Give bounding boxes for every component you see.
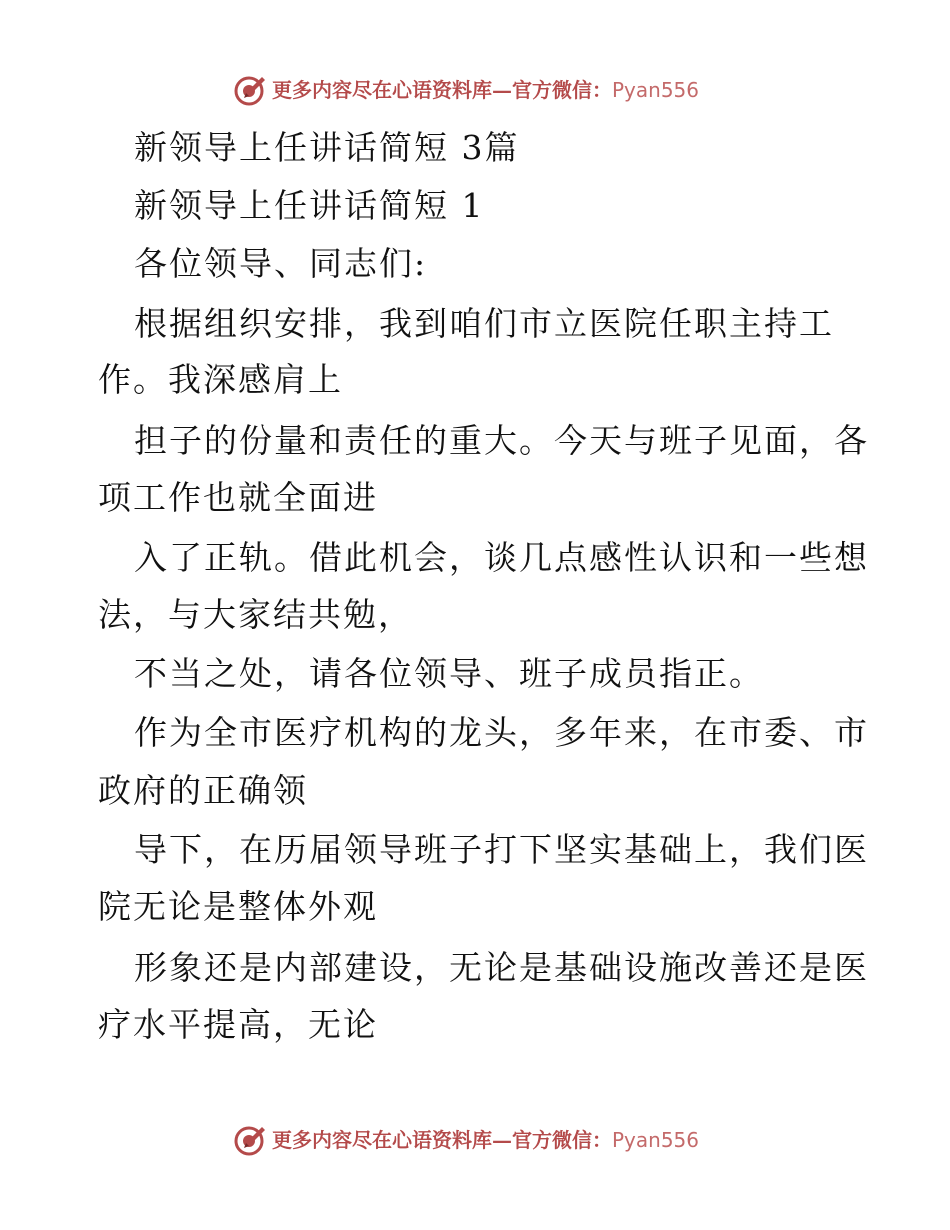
banner-wechat-id: Pyan556: [612, 78, 700, 102]
paragraph-line: 根据组织安排，我到咱们市立医院任职主持工: [134, 304, 834, 343]
footer-banner: [0, 1120, 950, 1160]
paragraph-line: 作。我深感肩上: [98, 360, 343, 399]
salutation: 各位领导、同志们:: [134, 244, 428, 283]
banner-ad-text: [272, 1127, 699, 1153]
paragraph-line: 政府的正确领: [98, 771, 308, 810]
banner-promo-text: 更多内容尽在心语资料库—官方微信：: [272, 78, 612, 102]
paragraph-line: 作为全市医疗机构的龙头，多年来，在市委、市: [134, 713, 869, 752]
paragraph-line: 入了正轨。借此机会，谈几点感性认识和一些想: [134, 538, 869, 577]
paragraph-line: 法，与大家结共勉，: [98, 595, 413, 634]
paragraph-line: 项工作也就全面进: [98, 478, 378, 517]
paragraph-line: 形象还是内部建设，无论是基础设施改善还是医: [134, 948, 869, 987]
paragraph-line: 不当之处，请各位领导、班子成员指正。: [134, 654, 764, 693]
document-subtitle: 新领导上任讲话简短 1: [134, 186, 485, 225]
paragraph-line: 院无论是整体外观: [98, 887, 378, 926]
banner-ad-text: [272, 77, 699, 103]
banner-wechat-id: Pyan556: [612, 1128, 700, 1152]
header-banner: [0, 70, 950, 110]
document-title: 新领导上任讲话简短 3篇: [134, 128, 520, 167]
banner-promo-text: 更多内容尽在心语资料库—官方微信：: [272, 1128, 612, 1152]
paragraph-line: 导下，在历届领导班子打下坚实基础上，我们医: [134, 830, 869, 869]
pen-circle-logo-icon: [234, 73, 268, 107]
paragraph-line: 疗水平提高，无论: [98, 1005, 378, 1044]
paragraph-line: 担子的份量和责任的重大。今天与班子见面，各: [134, 421, 869, 460]
pen-circle-logo-icon: [234, 1123, 268, 1157]
